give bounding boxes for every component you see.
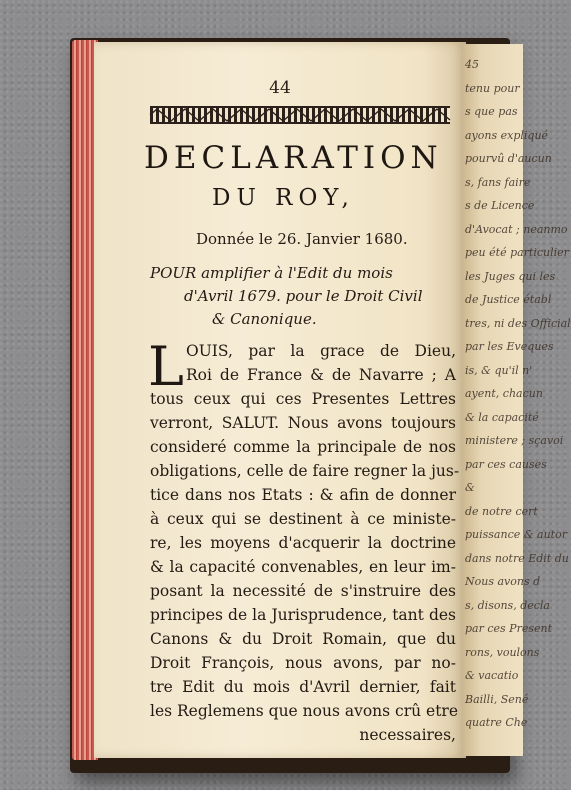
- body-line: les Reglemens que nous avons crû etre: [150, 702, 459, 720]
- body-line: re, les moyens d'acquerir la doctrine: [150, 534, 456, 552]
- body-line: consideré comme la principale de nos: [150, 438, 456, 456]
- body-line: Droit François, nous avons, par no-: [150, 654, 456, 672]
- facing-page-text-fragment: s que pas: [465, 105, 518, 118]
- ornament-pattern-icon: [150, 108, 450, 122]
- body-line: Canons & du Droit Romain, que du: [150, 630, 456, 648]
- dateline: Donnée le 26. Janvier 1680.: [196, 230, 408, 248]
- body-line: OUIS, par la grace de Dieu,: [186, 342, 456, 360]
- facing-page-text-fragment: ayons expliqué: [465, 128, 549, 142]
- facing-page-text-fragment: s, disons, decla: [465, 598, 550, 612]
- body-line: tice dans nos Etats : & afin de donner: [150, 486, 456, 504]
- facing-page-text-fragment: quatre Che: [465, 716, 528, 729]
- body-line: necessaires,: [359, 726, 456, 744]
- intro-line: d'Avril 1679. pour le Droit Civil: [184, 287, 423, 305]
- facing-page-text-fragment: de Justice établ: [465, 293, 552, 306]
- facing-page-text-fragment: de notre cert: [465, 504, 538, 518]
- facing-page-text-fragment: ministere ; sçavoi: [465, 434, 564, 447]
- facing-page-text-fragment: puissance & autor: [465, 528, 567, 541]
- body-line: Roi de France & de Navarre ; A: [186, 366, 456, 384]
- body-line: tre Edit du mois d'Avril dernier, fait: [150, 678, 456, 696]
- facing-page-text-fragment: &: [465, 481, 475, 494]
- drop-cap: L: [148, 335, 184, 398]
- body-line: posant la necessité de s'instruire des: [150, 582, 456, 600]
- facing-page-text-fragment: les Juges qui les: [465, 269, 556, 283]
- page-number: 44: [269, 78, 291, 98]
- facing-page-text-fragment: peu été particulier: [465, 246, 569, 259]
- body-line: & la capacité convenables, en leur im-: [150, 558, 456, 576]
- facing-page-text-fragment: tres, ni des Official: [465, 316, 571, 330]
- facing-page-text-fragment: s de Licence: [465, 199, 535, 212]
- intro-line: POUR amplifier à l'Edit du mois: [150, 264, 393, 282]
- body-line: à ceux qui se destinent à ce ministe-: [150, 510, 456, 528]
- facing-page-text-fragment: & vacatio: [465, 669, 519, 682]
- body-line: principes de la Jurisprudence, tant des: [150, 606, 456, 624]
- facing-page-text-fragment: tenu pour: [465, 81, 520, 95]
- body-line: verront, SALUT. Nous avons toujours: [150, 414, 456, 432]
- body-line: obligations, celle de faire regner la jus-: [150, 462, 460, 480]
- left-page: [94, 42, 466, 758]
- facing-page-text-fragment: is, & qu'il n': [465, 363, 533, 377]
- facing-page-text-fragment: dans notre Edit du: [465, 551, 569, 565]
- facing-page-text-fragment: ayent, chacun: [465, 387, 543, 400]
- facing-page-text-fragment: Nous avons d: [465, 575, 541, 588]
- facing-page-text-fragment: & la capacité: [465, 410, 539, 424]
- facing-page-text-fragment: rons, voulons: [465, 645, 540, 659]
- page-subtitle: DU ROY,: [212, 185, 355, 211]
- facing-page-text-fragment: Bailli, Sené: [465, 692, 529, 706]
- page-title: DECLARATION: [144, 140, 443, 176]
- facing-page-text-fragment: s, fans faire: [465, 175, 531, 189]
- facing-page-text-fragment: 45: [465, 58, 479, 71]
- facing-page-text-fragment: par les Eveques: [465, 340, 554, 353]
- body-line: tous ceux qui ces Presentes Lettres: [150, 390, 456, 408]
- facing-page: [463, 44, 571, 756]
- facing-page-text-fragment: par ces causes: [465, 457, 547, 471]
- intro-line: & Canonique.: [212, 310, 317, 328]
- decorative-border-ornament: [150, 106, 450, 124]
- facing-page-text-fragment: par ces Present: [465, 622, 552, 635]
- facing-page-text-fragment: d'Avocat ; neanmo: [465, 222, 568, 236]
- facing-page-text-fragment: pourvû d'aucun: [465, 152, 552, 165]
